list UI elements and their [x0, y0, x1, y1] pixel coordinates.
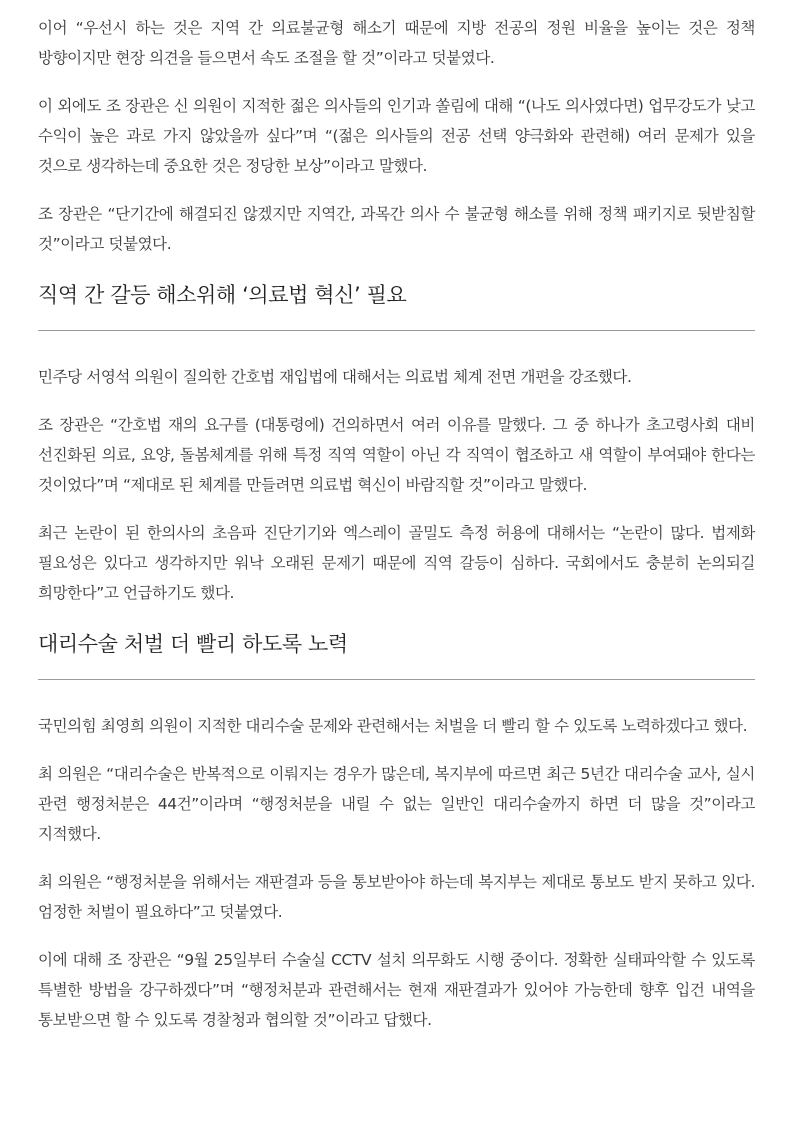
paragraph: 최근 논란이 된 한의사의 초음파 진단기기와 엑스레이 골밀도 측정 허용에 대해서는 “논란이 많다. 법제화 필요성은 있다고 생각하지만 워낙 오래된 문제기 때문에 직역 갈등이 심하다. 국회에서도 충분히 논의되길 희망한다”고 언급하기도 했다. [38, 524, 755, 602]
section-heading: 직역 간 갈등 해소위해 ‘의료법 혁신’ 필요 [38, 283, 407, 307]
section-heading: 대리수술 처벌 더 빨리 하도록 노력 [38, 632, 348, 656]
paragraph: 이에 대해 조 장관은 “9월 25일부터 수술실 CCTV 설치 의무화도 시행 중이다. 정확한 실태파악할 수 있도록 특별한 방법을 강구하겠다”며 “행정처분과 관련해서는 현재 재판결과가 있어야 가능한데 향후 입건 내역을 통보받으면 할 수 있도록 경찰청과 협의할 것”이라고 답했다. [38, 951, 755, 1029]
section-divider [38, 679, 755, 680]
paragraph: 조 장관은 “단기간에 해결되진 않겠지만 지역간, 과목간 의사 수 불균형 해소를 위해 정책 패키지로 뒷받침할 것”이라고 덧붙였다. [38, 205, 755, 253]
paragraph: 조 장관은 “간호법 재의 요구를 (대통령에) 건의하면서 여러 이유를 말했다. 그 중 하나가 초고령사회 대비 선진화된 의료, 요양, 돌봄체계를 위해 특정 직역 역할이 아닌 각 직역이 협조하고 새 역할이 부여돼야 한다는 것이었다”며 “제대로 된 체계를 만들려면 의료법 혁신이 바람직할 것”이라고 말했다. [38, 416, 755, 494]
paragraph: 이 외에도 조 장관은 신 의원이 지적한 젊은 의사들의 인기과 쏠림에 대해 “(나도 의사였다면) 업무강도가 낮고 수익이 높은 과로 가지 않았을까 싶다”며 “(젊은 의사들의 전공 선택 양극화와 관련해) 여러 문제가 있을 것으로 생각하는데 중요한 것은 정당한 보상”이라고 말했다. [38, 97, 755, 175]
paragraph: 이어 “우선시 하는 것은 지역 간 의료불균형 해소기 때문에 지방 전공의 정원 비율을 높이는 것은 정책 방향이지만 현장 의견을 들으면서 속도 조절을 할 것”이라고 덧붙였다. [38, 19, 755, 67]
paragraph: 국민의힘 최영희 의원이 지적한 대리수술 문제와 관련해서는 처벌을 더 빨리 할 수 있도록 노력하겠다고 했다. [38, 717, 748, 735]
paragraph: 최 의원은 “행정처분을 위해서는 재판결과 등을 통보받아야 하는데 복지부는 제대로 통보도 받지 못하고 있다. 엄정한 처벌이 필요하다”고 덧붙였다. [38, 873, 755, 921]
section-divider [38, 330, 755, 331]
paragraph: 최 의원은 “대리수술은 반복적으로 이뤄지는 경우가 많은데, 복지부에 따르면 최근 5년간 대리수술 교사, 실시 관련 행정처분은 44건”이라며 “행정처분을 내릴 수 없는 일반인 대리수술까지 하면 더 많을 것”이라고 지적했다. [38, 765, 755, 843]
paragraph: 민주당 서영석 의원이 질의한 간호법 재입법에 대해서는 의료법 체계 전면 개편을 강조했다. [38, 368, 632, 386]
article-body [38, 10, 755, 1035]
